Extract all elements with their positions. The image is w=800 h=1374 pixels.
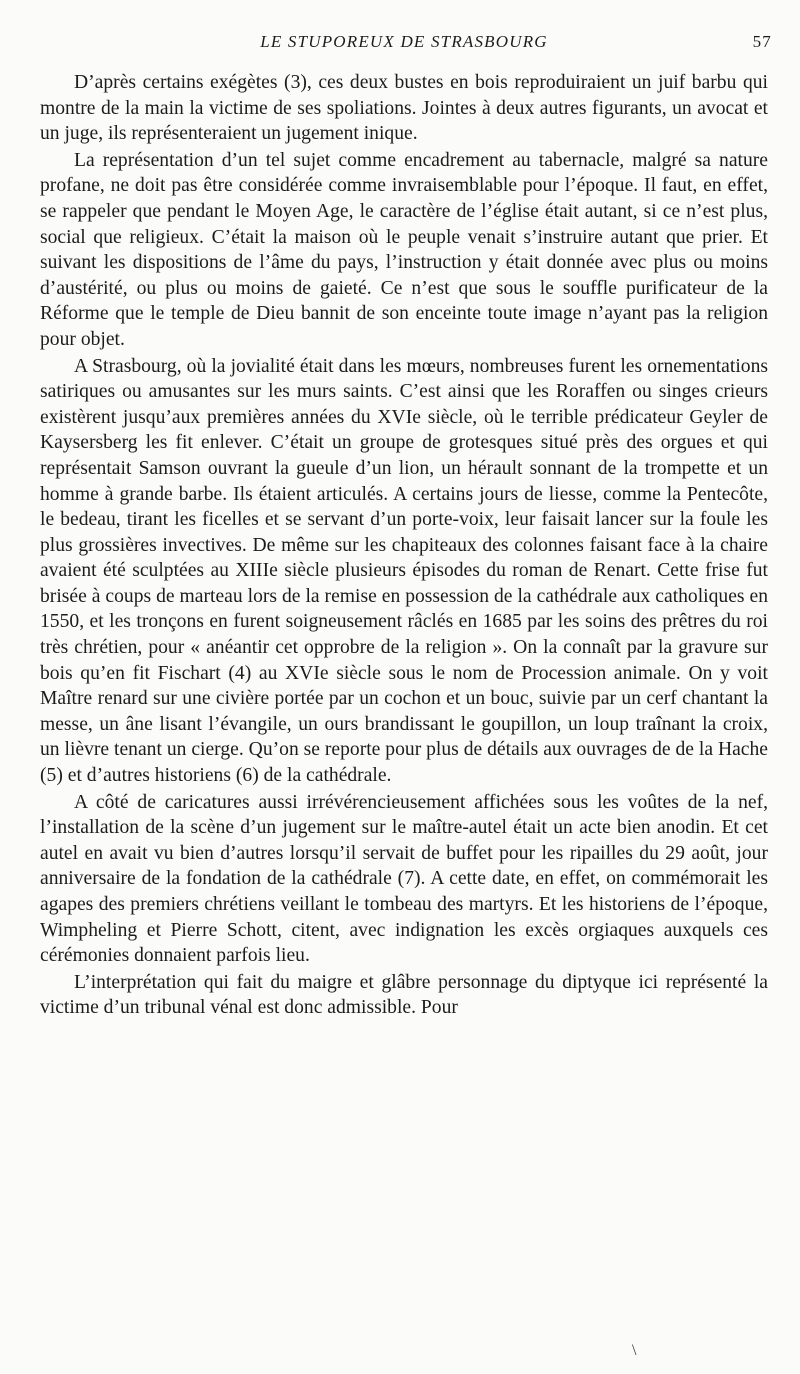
paragraph-1: D’après certains exégètes (3), ces deux bustes en bois reproduiraient un juif barbu qui montre de la main la victime de ses spoliations. Jointes à deux autres figurants, un avocat et un juge, ils représenteraient un jugement inique. [40,72,768,145]
paragraph-3: A Strasbourg, où la jovialité était dans les mœurs, nombreuses furent les ornementations satiriques ou amusantes sur les murs saints. C’est ainsi que les Roraffen ou singes crieurs existèrent jusqu’aux premières années du XVIe siècle, où le terrible prédicateur Geyler de Kaysersberg les fit enlever. C’était un groupe de grotesques situé près des orgues et qui représentait Samson ouvrant la gueule d’un lion, un hérault sonnant de la trompette et un homme à grande barbe. Ils étaient articulés. A certains jours de liesse, comme la Pentecôte, le bedeau, tirant les ficelles et se servant d’un porte-voix, leur faisait lancer sur la foule les plus grossières invectives. De même sur les chapiteaux des colonnes faisant face à la chaire avaient été sculptées au XIIIe siècle plusieurs épisodes du roman de Renart. Cette frise fut brisée à coups de marteau lors de la remise en possession de la cathédrale aux catholiques en 1550, et les tronçons en furent soigneusement râclés en 1685 par les soins des prêtres du roi très chrétien, pour « anéantir cet opprobre de la religion ». On la connaît par la gravure sur bois qu’en fit Fischart (4) au XVIe siècle sous le nom de Procession animale. On y voit Maître renard sur une civière portée par un cochon et un bouc, suivie par un cerf chantant la messe, un âne lisant l’évangile, un ours brandissant le goupillon, un loup traînant la croix, un lièvre tenant un cierge. Qu’on se reporte pour plus de détails aux ouvrages de de la Hache (5) et d’autres historiens (6) de la cathédrale. [40,355,768,787]
stray-mark: \ [632,1342,637,1359]
page-header [68,32,772,58]
body-text [40,70,768,1021]
page-number: 57 [752,32,772,51]
paragraph-5: L’interprétation qui fait du maigre et glâbre personnage du diptyque ici représenté la victime d’un tribunal vénal est donc admissible. Pour [40,971,768,1019]
paragraph-4: A côté de caricatures aussi irrévérencieusement affichées sous les voûtes de la nef, l’installation de la scène d’un jugement sur le maître-autel était un acte bien anodin. Et cet autel en avait vu bien d’autres lorsqu’il servait de buffet pour les ripailles du 29 août, jour anniversaire de la fondation de la cathédrale (7). A cette date, en effet, on commémorait les agapes des premiers chrétiens veillant le tombeau des martyrs. Et les historiens de l’époque, Wimpheling et Pierre Schott, citent, avec indignation les excès orgiaques auxquels ces cérémonies donnaient parfois lieu. [40,791,768,967]
paragraph-2: La représentation d’un tel sujet comme encadrement au tabernacle, malgré sa nature profane, ne doit pas être considérée comme invraisemblable pour l’époque. Il faut, en effet, se rappeler que pendant le Moyen Age, le caractère de l’église était autant, si ce n’est plus, social que religieux. C’était la maison où le peuple venait s’instruire autant que prier. Et suivant les dispositions de l’âme du pays, l’instruction y était donnée avec plus ou moins d’austérité, ou plus ou moins de gaieté. Ce n’est que sous le souffle purificateur de la Réforme que le temple de Dieu bannit de son enceinte toute image n’ayant pas la religion pour objet. [40,149,768,350]
running-title: LE STUPOREUX DE STRASBOURG [260,32,548,51]
